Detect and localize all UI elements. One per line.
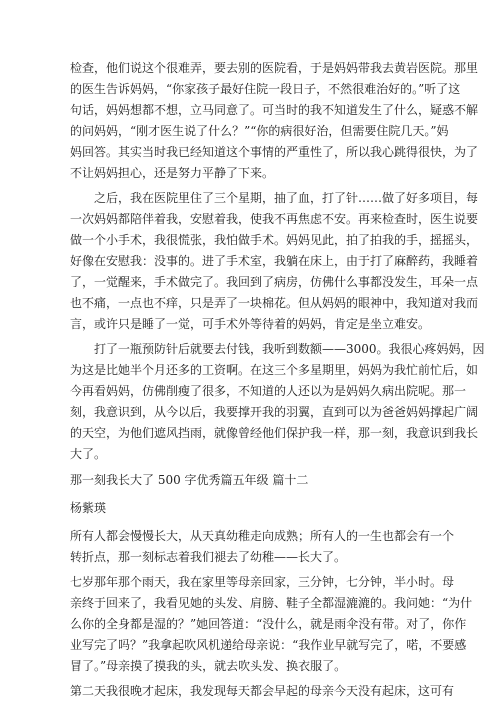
paragraph-5 [70, 572, 473, 677]
text-line: 七岁那年那个雨天，我在家里等母亲回家，三分钟，七分钟，半小时。母 [70, 575, 455, 589]
author-name: 杨紫瑛 [70, 501, 107, 515]
text-line: 业写完了吗？”我拿起吹风机递给母亲说：“我作业早就写完了，喏，不要感 [70, 638, 467, 652]
text-line: 冒了。”母亲摸了摸我的头，就去吹头发、换衣服了。 [70, 659, 347, 673]
text-line: 所有人都会慢慢长大，从天真幼稚走向成熟；所有人的一生也都会有一个 [70, 529, 455, 543]
paragraph-6 [70, 681, 455, 702]
text-line: 大了。 [70, 447, 107, 461]
text-line: 的问妈妈，“刚才医生说了什么？”“你的病很好治，但需要住院几天。”妈 [70, 124, 449, 138]
paragraph-4 [70, 526, 455, 568]
text-line: 做一个小手术，我很慌张，我怕做手术。妈妈见此，拍了拍我的手，摇摇头， [70, 233, 479, 247]
text-line: 么你的全身都是湿的？”她回答道：“没什么，就是雨伞没有带。对了，你作 [70, 617, 467, 631]
text-line: 今再看妈妈，仿佛削瘦了很多，不知道的人还以为是妈妈久病出院呢。那一 [70, 384, 467, 398]
paragraph-3 [70, 339, 485, 465]
text-line: 好像在安慰我：没事的。进了手术室，我躺在床上，由于打了麻醉药，我睡着 [70, 254, 479, 268]
text-line: 妈回答。其实当时我已经知道这个事情的严重性了，所以我心跳得很快，为了 [70, 145, 479, 159]
text-line: 刻，我意识到，从今以后，我要撑开我的羽翼，直到可以为爸爸妈妈撑起广阔 [70, 405, 479, 419]
text-line: 之后，我在医院里住了三个星期，抽了血，打了针……做了好多项目，每 [70, 191, 479, 205]
text-line: 了，一觉醒来，手术做完了。我回到了病房，仿佛什么事都没发生，耳朵一点 [70, 275, 479, 289]
text-line: 也不痛，一点也不痒，只是弄了一块棉花。但从妈妈的眼神中，我知道对我而 [70, 296, 479, 310]
paragraph-2 [70, 188, 479, 335]
text-line: 为这是比她半个月还多的工资啊。在这三个多星期里，妈妈为我忙前忙后，如 [70, 363, 479, 377]
text-line: 一次妈妈都陪伴着我，安慰着我，使我不再焦虑不安。再来检查时，医生说要 [70, 212, 479, 226]
text-line: 的天空，为他们遮风挡雨，就像曾经他们保护我一样，那一刻，我意识到我长 [70, 426, 479, 440]
section-title: 那一刻我长大了 500 字优秀篇五年级 篇十二 [70, 473, 309, 487]
text-line: 第二天我很晚才起床，我发现每天都会早起的母亲今天没有起床，这可有 [70, 684, 455, 698]
text-line: 转折点，那一刻标志着我们褪去了幼稚——长大了。 [70, 550, 347, 564]
text-line: 亲终于回来了，我看见她的头发、肩膀、鞋子全都湿漉漉的。我问她：“为什 [70, 596, 473, 610]
text-line: 打了一瓶预防针后就要去付钱，我听到数额——3000。我很心疼妈妈，因 [70, 342, 485, 356]
text-line: 言，或许只是睡了一觉，可手术外等待着的妈妈，肯定是坐立难安。 [70, 317, 431, 331]
text-line: 句话，妈妈想都不想，立马同意了。可当时的我不知道发生了什么，疑惑不解 [70, 103, 479, 117]
paragraph-1 [70, 58, 479, 184]
text-line: 检查，他们说这个很难弄，要去别的医院看，于是妈妈带我去黄岩医院。那里 [70, 61, 479, 75]
text-line: 的医生告诉妈妈，“你家孩子最好住院一段日子，不然很难治好的。”听了这 [70, 82, 461, 96]
text-line: 不让妈妈担心，还是努力平静了下来。 [70, 166, 275, 180]
